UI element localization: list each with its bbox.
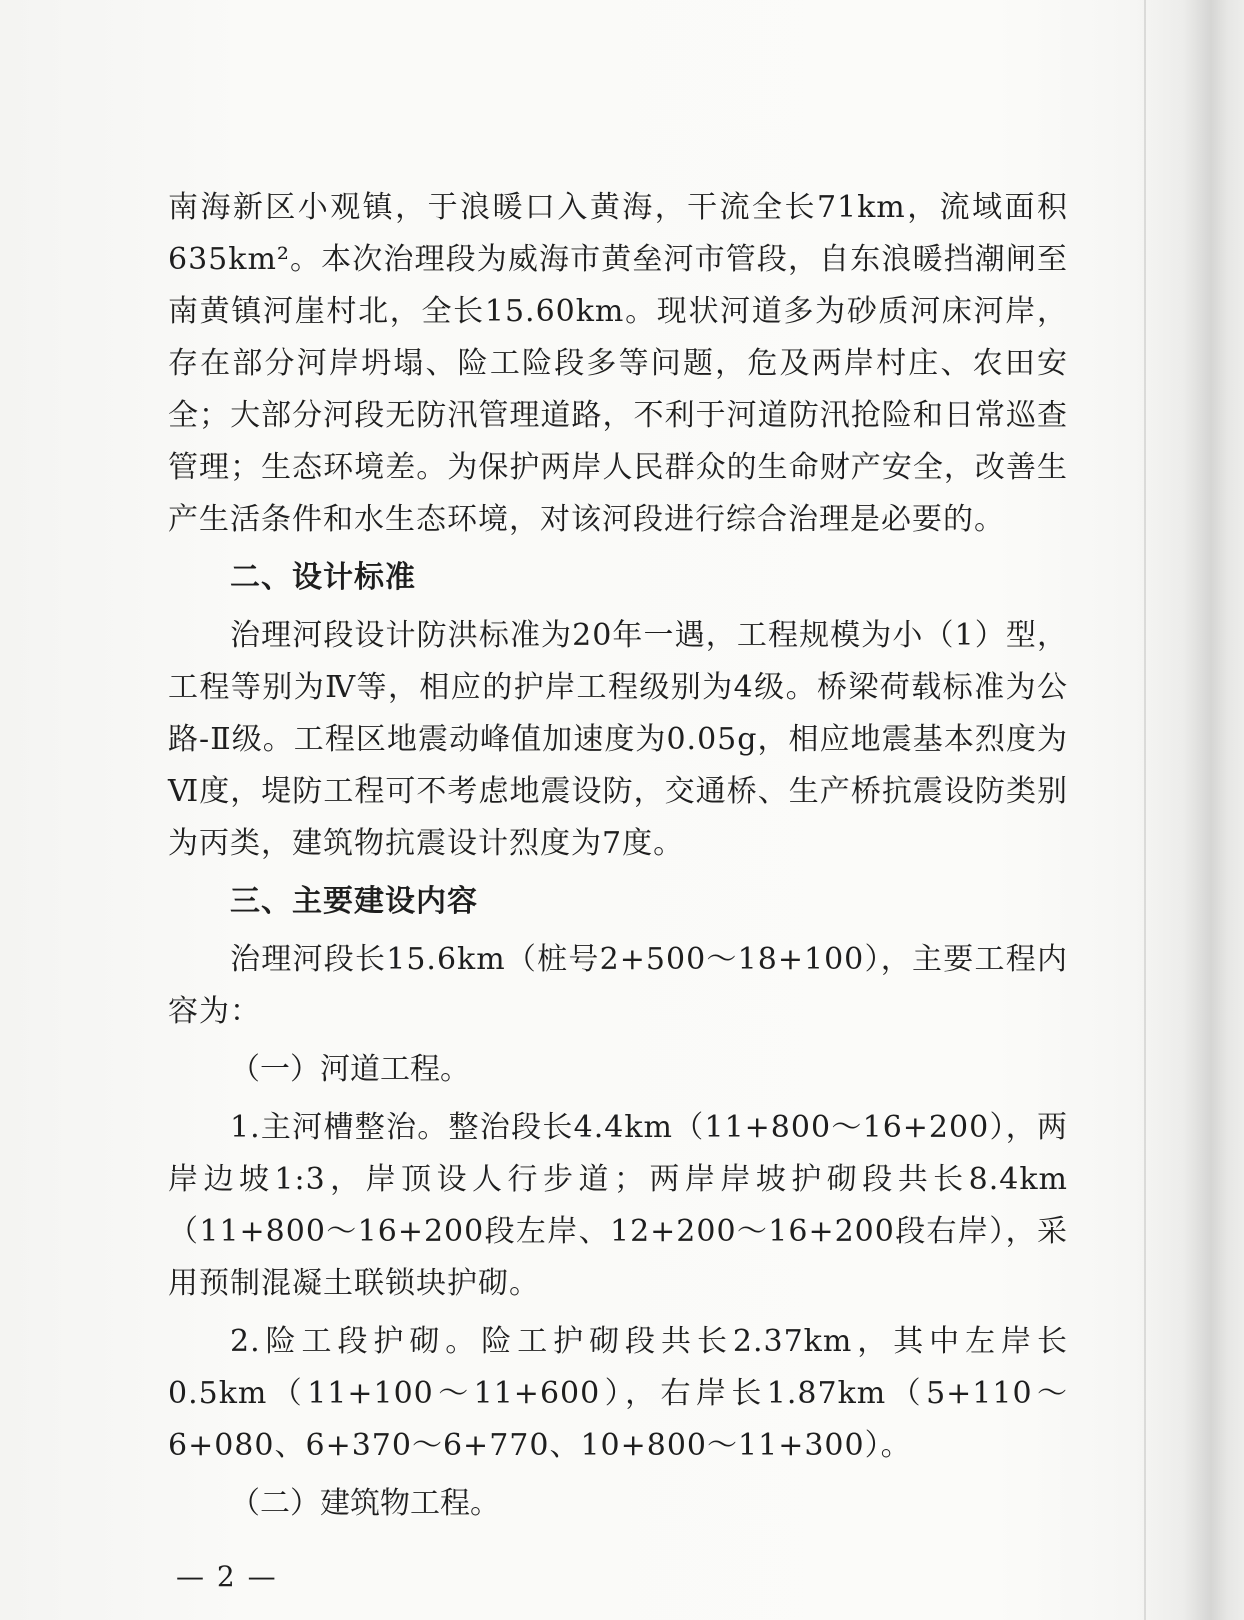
- subsection-building-works: （二）建筑物工程。: [230, 1486, 500, 1521]
- paragraph-main-content: 治理河段长15.6km（桩号2+500～18+100），主要工程内容为：: [168, 942, 1068, 1029]
- document-body: [168, 182, 1068, 1530]
- page-fold-shadow: [1134, 0, 1244, 1620]
- paragraph-background: 南海新区小观镇，于浪暖口入黄海，干流全长71km，流域面积635km²。本次治理段为威海市黄垒河市管段，自东浪暖挡潮闸至南黄镇河崖村北，全长15.60km。现状河道多为砂质河床河岸，存在部分河岸坍塌、险工险段多等问题，危及两岸村庄、农田安全；大部分河段无防汛管理道路，不利于河道防汛抢险和日常巡查管理；生态环境差。为保护两岸人民群众的生命财产安全，改善生产生活条件和水生态环境，对该河段进行综合治理是必要的。: [168, 190, 1068, 537]
- paragraph-revetment: 2.险工段护砌。险工护砌段共长2.37km，其中左岸长0.5km（11+100～11+600），右岸长1.87km（5+110～6+080、6+370～6+770、10+800～11+300）。: [168, 1324, 1068, 1463]
- subsection-river-works: （一）河道工程。: [230, 1052, 470, 1087]
- paragraph-design-standard: 治理河段设计防洪标准为20年一遇，工程规模为小（1）型，工程等别为Ⅳ等，相应的护岸工程级别为4级。桥梁荷载标准为公路-Ⅱ级。工程区地震动峰值加速度为0.05g，相应地震基本烈度为Ⅵ度，堤防工程可不考虑地震设防，交通桥、生产桥抗震设防类别为丙类，建筑物抗震设计烈度为7度。: [168, 618, 1068, 861]
- page-number: — 2 —: [176, 1560, 278, 1593]
- page-fold-line: [1144, 0, 1146, 1620]
- section-heading-main-content: 三、主要建设内容: [230, 884, 478, 919]
- section-heading-design-standard: 二、设计标准: [230, 560, 416, 595]
- paragraph-main-channel: 1.主河槽整治。整治段长4.4km（11+800～16+200），两岸边坡1:3，岸顶设人行步道；两岸岸坡护砌段共长8.4km（11+800～16+200段左岸、12+200～16+200段右岸），采用预制混凝土联锁块护砌。: [168, 1110, 1068, 1301]
